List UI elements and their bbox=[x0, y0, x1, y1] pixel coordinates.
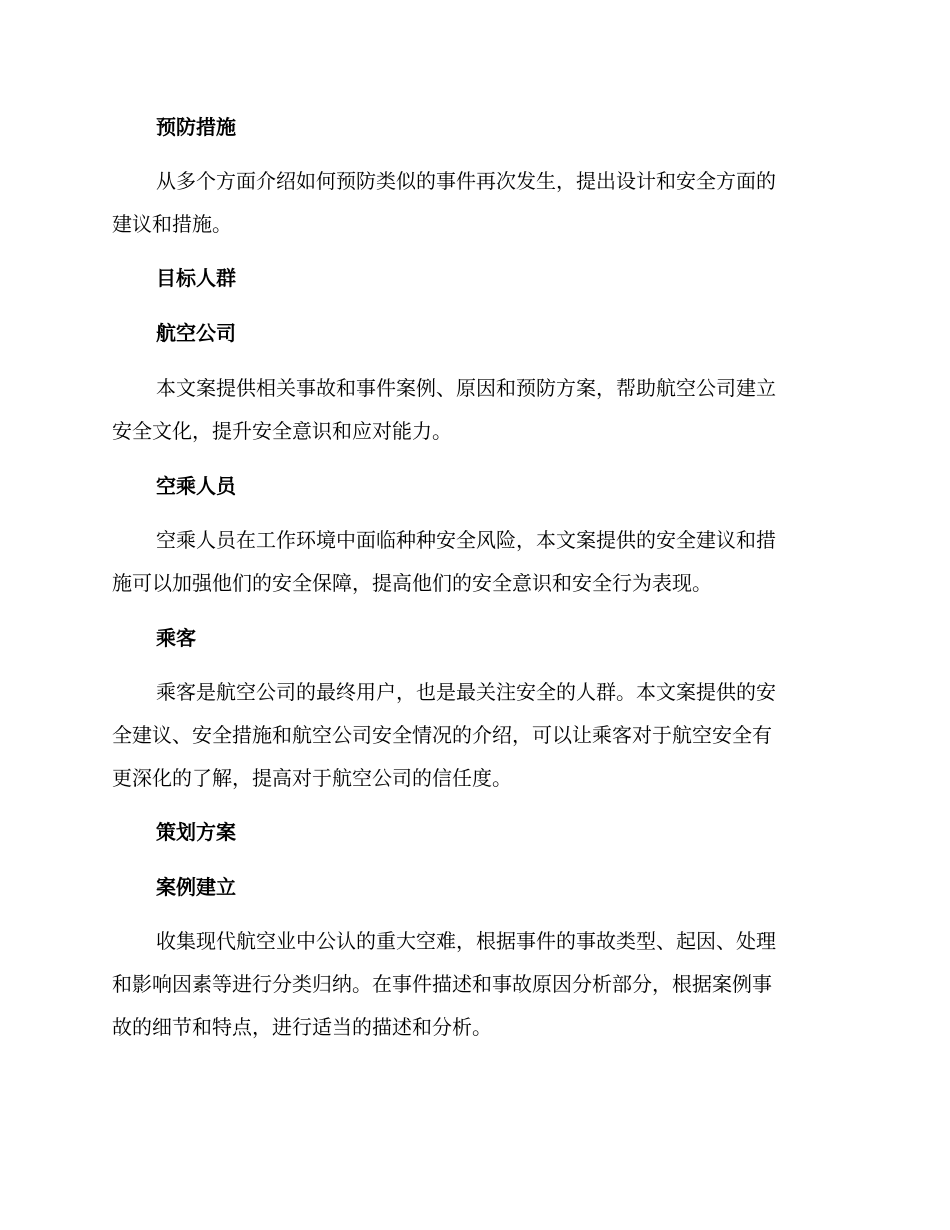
paragraph-airline bbox=[112, 367, 832, 453]
heading-plan: 策划方案 bbox=[156, 820, 236, 844]
paragraph-line: 收集现代航空业中公认的重大空难，根据事件的事故类型、起因、处理 bbox=[156, 929, 776, 953]
paragraph-line: 建议和措施。 bbox=[112, 212, 232, 236]
paragraph-line: 更深化的了解，提高对于航空公司的信任度。 bbox=[112, 766, 512, 790]
paragraph-line: 施可以加强他们的安全保障，提高他们的安全意识和安全行为表现。 bbox=[112, 571, 712, 595]
paragraph-line: 故的细节和特点，进行适当的描述和分析。 bbox=[112, 1015, 492, 1039]
paragraph-cabin-crew bbox=[112, 519, 832, 605]
heading-airline: 航空公司 bbox=[156, 321, 236, 345]
paragraph-line: 全建议、安全措施和航空公司安全情况的介绍，可以让乘客对于航空安全有 bbox=[112, 723, 772, 747]
heading-passenger: 乘客 bbox=[156, 626, 196, 650]
paragraph-line: 从多个方面介绍如何预防类似的事件再次发生，提出设计和安全方面的 bbox=[156, 169, 776, 193]
paragraph-line: 空乘人员在工作环境中面临种种安全风险，本文案提供的安全建议和措 bbox=[156, 528, 776, 552]
paragraph-prevention bbox=[112, 160, 832, 246]
paragraph-line: 乘客是航空公司的最终用户，也是最关注安全的人群。本文案提供的安 bbox=[156, 680, 776, 704]
paragraph-line: 本文案提供相关事故和事件案例、原因和预防方案，帮助航空公司建立 bbox=[156, 376, 776, 400]
heading-target-audience: 目标人群 bbox=[156, 266, 236, 290]
paragraph-case-building bbox=[112, 920, 832, 1049]
paragraph-line: 和影响因素等进行分类归纳。在事件描述和事故原因分析部分，根据案例事 bbox=[112, 972, 772, 996]
heading-prevention: 预防措施 bbox=[156, 115, 236, 139]
paragraph-passenger bbox=[112, 671, 832, 800]
heading-case-building: 案例建立 bbox=[156, 875, 236, 899]
paragraph-line: 安全文化，提升安全意识和应对能力。 bbox=[112, 419, 452, 443]
heading-cabin-crew: 空乘人员 bbox=[156, 474, 236, 498]
